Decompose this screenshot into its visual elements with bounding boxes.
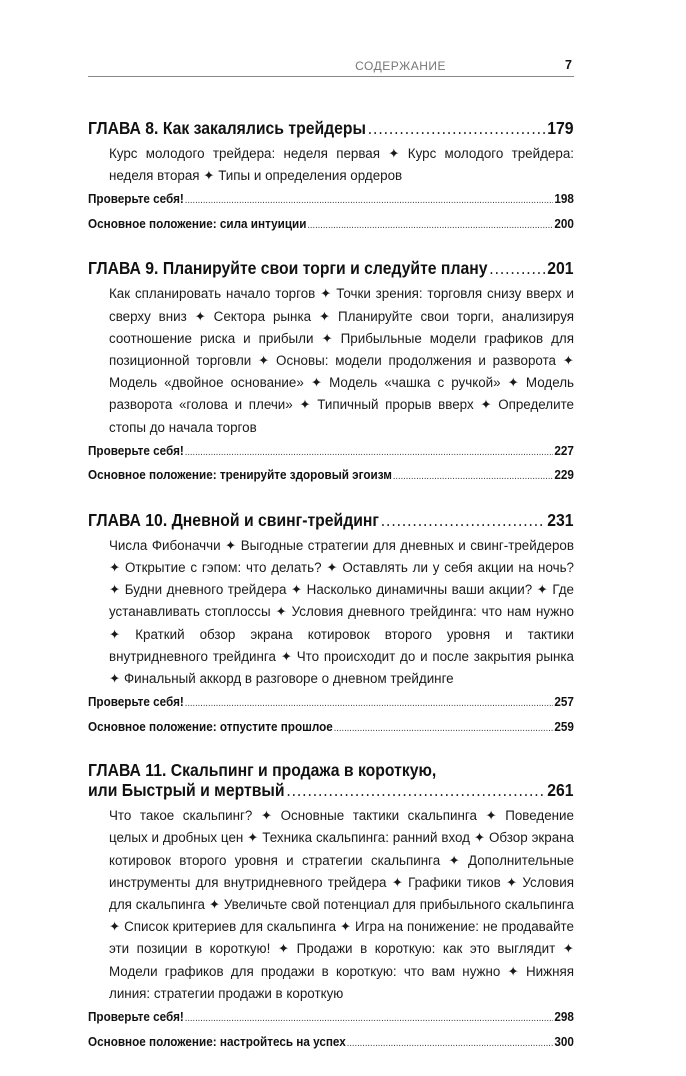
- entry-page: 257: [554, 695, 574, 710]
- leader-dots: [286, 780, 545, 801]
- chapter-page: 231: [547, 509, 574, 530]
- toc-chapter-10: [88, 510, 574, 740]
- leader-dots: [381, 510, 546, 531]
- toc-chapter-8: [88, 118, 574, 237]
- entry-page: 298: [554, 1010, 574, 1025]
- toc-entry-check[interactable]: [88, 440, 574, 465]
- chapter-summary: Что такое скальпинг? ✦ Основные тактики скальпинга ✦ Поведение целых и дробных цен ✦ Техника скальпинга: ранний вход ✦ Обзор экрана котировок второго уровня и стратегии скальпинга ✦ Дополнительные инструменты для внутридневного трейдера ✦ Графики тиков ✦ Условия для скальпинга ✦ Увеличьте свой потенциал для прибыльного скальпинга ✦ Список критериев для скальпинга ✦ Игра на понижение: не продавайте эти позиции в короткую! ✦ Продажи в короткую: как это выглядит ✦ Модели графиков для продажи в короткую: что вам нужно ✦ Нижняя линия: стратегии продажи в короткую: [109, 808, 574, 1001]
- entry-page: 227: [554, 443, 574, 458]
- chapter-title-row[interactable]: [88, 258, 574, 279]
- entry-page: 229: [554, 468, 574, 483]
- leader-dots: [368, 118, 546, 139]
- chapter-page: 179: [547, 118, 574, 138]
- entry-label: Основное положение: сила интуиции: [88, 216, 307, 231]
- entry-page: 259: [554, 719, 574, 734]
- toc-entry-main-point[interactable]: [88, 213, 574, 238]
- toc-entry-main-point[interactable]: [88, 1031, 574, 1056]
- entry-label: Проверьте себя!: [88, 1010, 184, 1025]
- leader-dots: [347, 1033, 554, 1056]
- chapter-title-row[interactable]: [88, 118, 574, 139]
- running-title: СОДЕРЖАНИЕ: [355, 59, 446, 73]
- leader-dots: [334, 718, 554, 741]
- leader-dots: [393, 466, 554, 489]
- leader-dots: [489, 258, 545, 279]
- running-header: [88, 58, 574, 77]
- table-of-contents: [88, 118, 574, 1076]
- entry-label: Проверьте себя!: [88, 443, 184, 458]
- chapter-title-row[interactable]: [88, 780, 574, 801]
- chapter-title-second-line: или Быстрый и мертвый: [88, 780, 285, 801]
- chapter-title-first-line[interactable]: ГЛАВА 11. Скальпинг и продажа в короткую,: [88, 760, 437, 781]
- entry-label: Основное положение: настройтесь на успех: [88, 1034, 346, 1049]
- entry-label: Основное положение: отпустите прошлое: [88, 719, 333, 734]
- entry-page: 198: [554, 192, 574, 207]
- toc-entry-main-point[interactable]: [88, 716, 574, 741]
- page-number: 7: [565, 58, 572, 72]
- chapter-title: ГЛАВА 10. Дневной и свинг-трейдинг: [88, 509, 379, 530]
- leader-dots: [185, 693, 554, 716]
- chapter-page: 201: [547, 258, 574, 279]
- chapter-title-row[interactable]: [88, 510, 574, 531]
- chapter-title: ГЛАВА 8. Как закалялись трейдеры: [88, 118, 366, 138]
- leader-dots: [185, 442, 554, 465]
- toc-chapter-11: [88, 761, 574, 1055]
- toc-entry-check[interactable]: [88, 691, 574, 716]
- leader-dots: [185, 190, 554, 213]
- chapter-summary: Числа Фибоначчи ✦ Выгодные стратегии для дневных и свинг-трейдеров ✦ Открытие с гэпом: что делать? ✦ Оставлять ли у себя акции на ночь? ✦ Будни дневного трейдера ✦ Насколько динамичны ваши акции? ✦ Где устанавливать стоплоссы ✦ Условия дневного трейдинга: что нам нужно ✦ Краткий обзор экрана котировок второго уровня и тактики внутридневного трейдинга ✦ Что происходит до и после закрытия рынка ✦ Финальный аккорд в разговоре о дневном трейдинге: [109, 537, 574, 687]
- toc-entry-main-point[interactable]: [88, 464, 574, 489]
- leader-dots: [307, 215, 553, 238]
- entry-label: Проверьте себя!: [88, 695, 184, 710]
- chapter-summary: Курс молодого трейдера: неделя первая ✦ Курс молодого трейдера: неделя вторая ✦ Типы и определения ордеров: [109, 146, 574, 184]
- chapter-title: ГЛАВА 9. Планируйте свои торги и следуйте плану: [88, 258, 488, 279]
- toc-entry-check[interactable]: [88, 1006, 574, 1031]
- entry-page: 300: [554, 1034, 574, 1049]
- entry-label: Основное положение: тренируйте здоровый эгоизм: [88, 468, 392, 483]
- toc-entry-check[interactable]: [88, 188, 574, 213]
- entry-page: 200: [554, 216, 574, 231]
- leader-dots: [185, 1008, 554, 1031]
- chapter-page: 261: [547, 780, 574, 801]
- toc-chapter-9: [88, 258, 574, 488]
- entry-label: Проверьте себя!: [88, 192, 184, 207]
- chapter-summary: Как спланировать начало торгов ✦ Точки зрения: торговля снизу вверх и сверху вниз ✦ Сектора рынка ✦ Планируйте свои торги, анализируя соотношение риска и прибыли ✦ Прибыльные модели графиков для позиционной торговли ✦ Основы: модели продолжения и разворота ✦ Модель «двойное основание» ✦ Модель «чашка с ручкой» ✦ Модель разворота «голова и плечи» ✦ Типичный прорыв вверх ✦ Определите стопы до начала торгов: [109, 286, 574, 435]
